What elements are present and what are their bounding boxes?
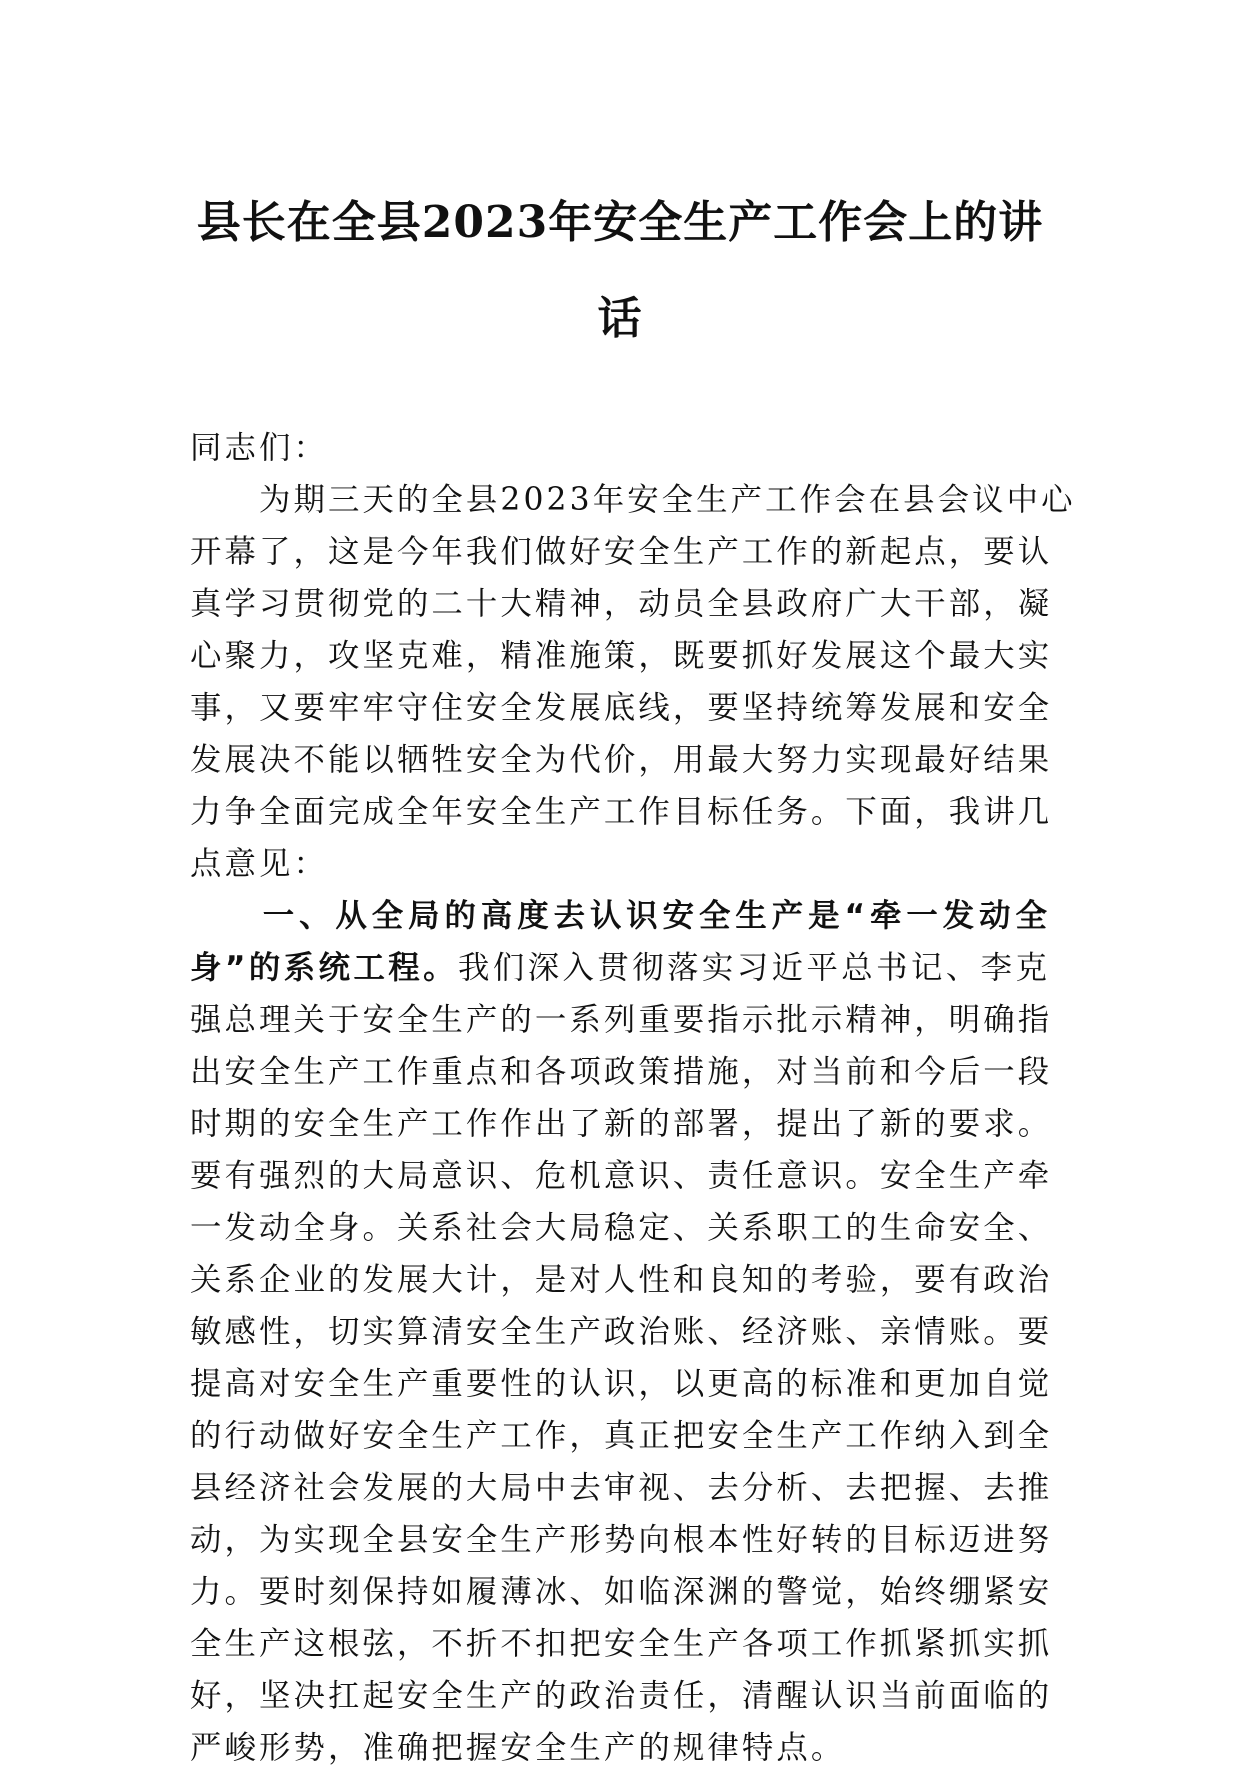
paragraph1-line: 为期三天的全县2023年安全生产工作会在县会议中心 [190, 482, 1076, 518]
section1-line: 一发动全身。关系社会大局稳定、关系职工的生命安全、 [190, 1210, 1053, 1246]
section1-line: 时期的安全生产工作作出了新的部署，提出了新的要求。 [190, 1106, 1053, 1142]
section1-line: 要有强烈的大局意识、危机意识、责任意识。安全生产牵 [190, 1158, 1053, 1194]
section1-line-mixed [190, 942, 1050, 994]
paragraph1-line: 心聚力，攻坚克难，精准施策，既要抓好发展这个最大实 [190, 638, 1053, 674]
document-body [190, 422, 1076, 1774]
paragraph1-line: 事，又要牢牢守住安全发展底线，要坚持统筹发展和安全 [190, 690, 1053, 726]
section1-line: 强总理关于安全生产的一系列重要指示批示精神，明确指 [190, 1002, 1053, 1038]
paragraph1-line: 力争全面完成全年安全生产工作目标任务。下面，我讲几 [190, 794, 1053, 830]
paragraph1-line: 真学习贯彻党的二十大精神，动员全县政府广大干部，凝 [190, 586, 1053, 622]
section1-line: 敏感性，切实算清安全生产政治账、经济账、亲情账。要 [190, 1314, 1053, 1350]
section1-line: 的行动做好安全生产工作，真正把安全生产工作纳入到全 [190, 1418, 1053, 1454]
paragraph1-line: 点意见： [190, 846, 328, 882]
greeting: 同志们： [190, 430, 328, 466]
section1-line: 提高对安全生产重要性的认识，以更高的标准和更加自觉 [190, 1366, 1053, 1402]
section1-line: 县经济社会发展的大局中去审视、去分析、去把握、去推 [190, 1470, 1053, 1506]
section1-line: 关系企业的发展大计，是对人性和良知的考验，要有政治 [190, 1262, 1053, 1298]
section1-text: 我们深入贯彻落实习近平总书记、李克 [458, 950, 1050, 986]
paragraph1-line: 发展决不能以牺牲安全为代价，用最大努力实现最好结果 [190, 742, 1053, 778]
paragraph1-line: 开幕了，这是今年我们做好安全生产工作的新起点，要认 [190, 534, 1053, 570]
section1-line: 出安全生产工作重点和各项政策措施，对当前和今后一段 [190, 1054, 1053, 1090]
section1-line: 动，为实现全县安全生产形势向根本性好转的目标迈进努 [190, 1522, 1053, 1558]
section1-line: 全生产这根弦，不折不扣把安全生产各项工作抓紧抓实抓 [190, 1626, 1053, 1662]
title-line-2: 话 [597, 293, 643, 344]
document-title [190, 175, 1050, 367]
title-line-1: 县长在全县2023年安全生产工作会上的讲 [196, 197, 1044, 248]
section1-line: 好，坚决扛起安全生产的政治责任，清醒认识当前面临的 [190, 1678, 1053, 1714]
section1-heading: 一、从全局的高度去认识安全生产是“牵一发动全 [190, 898, 1050, 934]
section1-heading-end: 身”的系统工程。 [190, 950, 458, 986]
section1-line: 严峻形势，准确把握安全生产的规律特点。 [190, 1730, 846, 1766]
section1-line: 力。要时刻保持如履薄冰、如临深渊的警觉，始终绷紧安 [190, 1574, 1053, 1610]
